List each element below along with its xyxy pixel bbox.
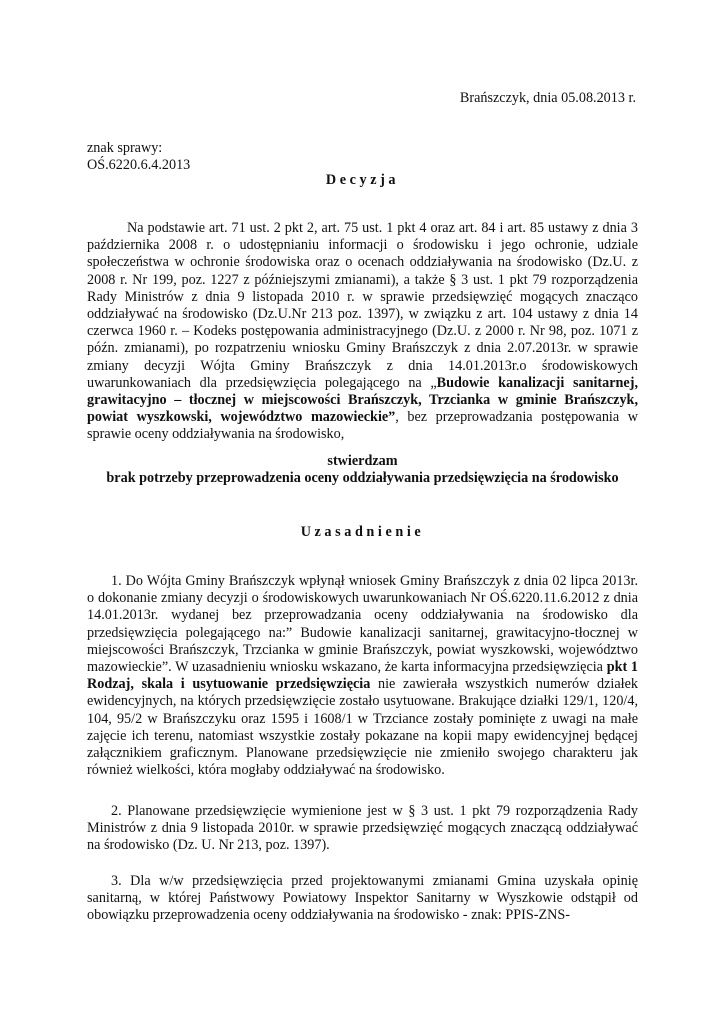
intro-project-name: Budowie kanalizacji sanitarnej, grawitacyjno – tłocznej w miejscowości Brańszczyk, Trzcianka w gminie Brańszczyk, powiat wyszkowski, województwo mazowieckie” bbox=[87, 374, 638, 426]
case-number: OŚ.6220.6.4.2013 bbox=[87, 157, 191, 174]
justification-point-3: 3. Dla w/w przedsięwzięcia przed projektowanymi zmianami Gmina uzyskała opinię sanitarną, w której Państwowy Powiatowy Inspektor Sanitarny w Wyszkowie odstąpił od obowiązku przeprowadzenia oceny oddziaływania na środowisko - znak: PPIS-ZNS- bbox=[87, 873, 638, 924]
justification-point-1 bbox=[87, 573, 638, 779]
intro-paragraph bbox=[87, 220, 638, 444]
ruling-statement: brak potrzeby przeprowadzenia oceny oddziaływania przedsięwzięcia na środowisko bbox=[106, 470, 619, 487]
justification-title: Uzasadnienie bbox=[300, 524, 425, 540]
decision-title: Decyzja bbox=[325, 172, 400, 188]
justification-point-2: 2. Planowane przedsięwzięcie wymienione jest w § 3 ust. 1 pkt 79 rozporządzenia Rady Ministrów z dnia 9 listopada 2010r. w sprawie przedsięwzięć mogących znaczącą oddziaływać na środowisko (Dz. U. Nr 213, poz. 1397). bbox=[87, 803, 638, 854]
date-line: Brańszczyk, dnia 05.08.2013 r. bbox=[459, 90, 636, 106]
ruling-keyword: stwierdzam bbox=[327, 453, 398, 469]
point1-text-2: nie zawierała wszystkich numerów działek ewidencyjnych, na których przedsięwzięcie zostało usytuowane. Brakujące działki 129/1, 120/4, 104, 95/2 w Brańszczyku oraz 1595 i 1608/1 w Trzciance zostały pominięte z uwagi na małe zajęcie ich terenu, natomiast wszystkie zostały pokazane na kopii mapy ewidencyjnej będącej załącznikiem graficznym. Planowane przedsięwzięcie nie zmieniło swojego charakteru jak również wielkości, która mogłaby oddziaływać na środowisko. bbox=[87, 676, 638, 779]
point1-bold: pkt 1 Rodzaj, skala i usytuowanie przedsięwzięcia bbox=[87, 659, 638, 693]
case-label: znak sprawy: bbox=[87, 140, 163, 156]
point1-text-1: 1. Do Wójta Gminy Brańszczyk wpłynął wniosek Gminy Brańszczyk z dnia 02 lipca 2013r. o dokonanie zmiany decyzji o środowiskowych uwarunkowaniach Nr OŚ.6220.11.6.2012 z dnia 14.01.2013r. wydanej bez przeprowadzania oceny oddziaływania na środowisko dla przedsięwzięcia polegającego na:” Budowie kanalizacji sanitarnej, grawitacyjno-tłocznej w miejscowości Brańszczyk, Trzcianka w gminie Brańszczyk, powiat wyszkowski, województwo mazowieckie”. W uzasadnieniu wniosku wskazano, że karta informacyjna przedsięwzięcia bbox=[87, 573, 638, 676]
ruling-block bbox=[0, 453, 725, 487]
case-reference bbox=[87, 140, 190, 174]
intro-text-1: Na podstawie art. 71 ust. 2 pkt 2, art. 75 ust. 1 pkt 4 oraz art. 84 i art. 85 ustawy z dnia 3 października 2008 r. o udostępnianiu informacji o środowisku i jego ochronie, udziale społeczeństwa w ochronie środowiska oraz o ocenach oddziaływania na środowisko (Dz.U. z 2008 r. Nr 199, poz. 1227 z późniejszymi zmianami), a także § 3 ust. 1 pkt 79 rozporządzenia Rady Ministrów z dnia 9 listopada 2010 r. w sprawie przedsięwzięć mogących znacząco oddziaływać na środowisko (Dz.U.Nr 213 poz. 1397), w związku z art. 104 ustawy z dnia 14 czerwca 1960 r. – Kodeks postępowania administracyjnego (Dz.U. z 2000 r. Nr 98, poz. 1071 z późn. zmianami), po rozpatrzeniu wniosku Gminy Brańszczyk z dnia 2.07.2013r. w sprawie zmiany decyzji Wójta Gminy Brańszczyk z dnia 14.01.2013r.o środowiskowych uwarunkowaniach dla przedsięwzięcia polegającego na „ bbox=[87, 220, 638, 391]
intro-text-2: , bez przeprowadzania postępowania w sprawie oceny oddziaływania na środowisko, bbox=[87, 409, 638, 443]
